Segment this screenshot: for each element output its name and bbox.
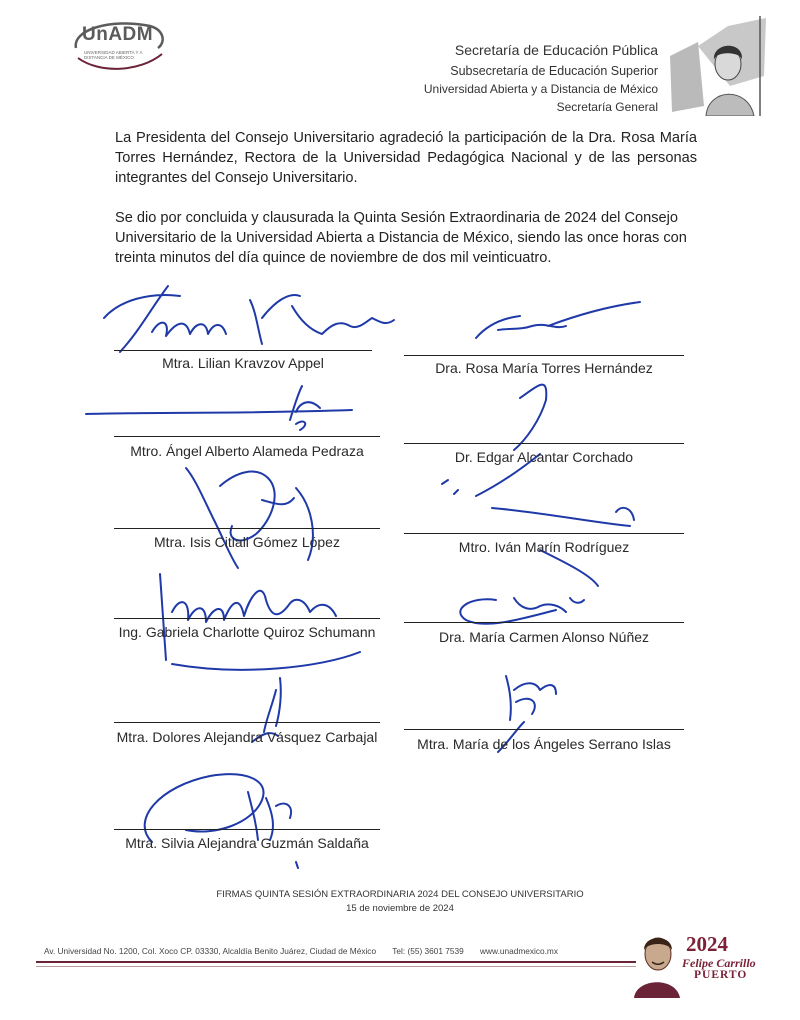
footer-address: Av. Universidad No. 1200, Col. Xoco CP. 03330, Alcaldía Benito Juárez, Ciudad de México [44,946,377,956]
signatory-name: Dr. Edgar Alcantar Corchado [454,449,634,465]
signature-alcantar [442,385,546,496]
signatory-name: Ing. Gabriela Charlotte Quiroz Schumann [118,624,376,640]
logo-subtext: UNIVERSIDAD ABIERTA Y A DISTANCIA DE MÉXICO [84,50,143,60]
signature-kravzov [104,286,394,352]
signature-line [404,622,684,623]
badge-name-1: Felipe Carrillo [682,956,756,970]
signatory-name: Mtra. María de los Ángeles Serrano Islas [417,736,671,752]
org-line-secretaria-general: Secretaría General [556,100,658,114]
logo-text: UnADM [82,24,154,45]
signatory-name: Mtro. Ángel Alberto Alameda Pedraza [130,443,364,459]
signatory-name: Mtra. Isis Citlali Gómez López [154,534,340,550]
signatory-name: Dra. María Carmen Alonso Núñez [438,629,650,645]
org-line-unadm: Universidad Abierta y a Distancia de México [423,82,658,96]
signatory-name: Dra. Rosa María Torres Hernández [435,360,653,376]
signature-line [114,528,380,529]
org-line-ses: Subsecretaría de Educación Superior [450,64,658,78]
signature-line [404,443,684,444]
footer-phone: Tel: (55) 3601 7539 [392,946,464,956]
year-badge [628,928,768,998]
signature-line [404,533,684,534]
signature-line [404,729,684,730]
signatory-name: Mtra. Lilian Kravzov Appel [162,355,324,371]
footer-website[interactable]: www.unadmexico.mx [480,946,558,956]
signatures-caption-date: 15 de noviembre de 2024 [346,903,454,914]
signature-alonso [460,598,584,624]
signature-line [114,829,380,830]
signature-alameda [86,386,352,430]
signatory-name: Mtro. Iván Marín Rodríguez [458,539,630,555]
signatory-name: Mtra. Dolores Alejandra Vásquez Carbajal [116,729,378,745]
signature-line [114,722,380,723]
signature-quiroz [160,574,360,670]
signature-line [114,618,380,619]
signatory-name: Mtra. Silvia Alejandra Guzmán Saldaña [125,835,369,851]
signature-guzman [145,774,298,868]
signature-torres [476,302,640,338]
signature-line [114,436,380,437]
signature-line [404,355,684,356]
signature-line [114,350,372,351]
badge-year: 2024 [686,932,728,956]
signature-gomez [186,468,313,568]
closing-paragraph-session-end: Se dio por concluida y clausurada la Quinta Sesión Extraordinaria de 2024 del Consejo Universitario de la Universidad Abierta a Distancia de México, siendo las once horas con treinta minutos del día quince de noviembre de dos mil veinticuatro. [115,210,687,266]
org-line-sep: Secretaría de Educación Pública [454,42,658,58]
footer-contact [44,946,572,956]
signatures-caption-title: FIRMAS QUINTA SESIÓN EXTRAORDINARIA 2024 DEL CONSEJO UNIVERSITARIO [216,889,584,900]
closing-paragraph-thanks: La Presidenta del Consejo Universitario agradeció la participación de la Dra. Rosa María Torres Hernández, Rectora de la Universidad Pedagógica Nacional y de las personas integrantes del Consejo Universitario. [115,130,697,186]
footer-divider [36,961,636,963]
badge-portrait-icon [628,928,684,998]
badge-name-2: PUERTO [694,969,748,981]
footer-divider-thin [36,966,636,967]
